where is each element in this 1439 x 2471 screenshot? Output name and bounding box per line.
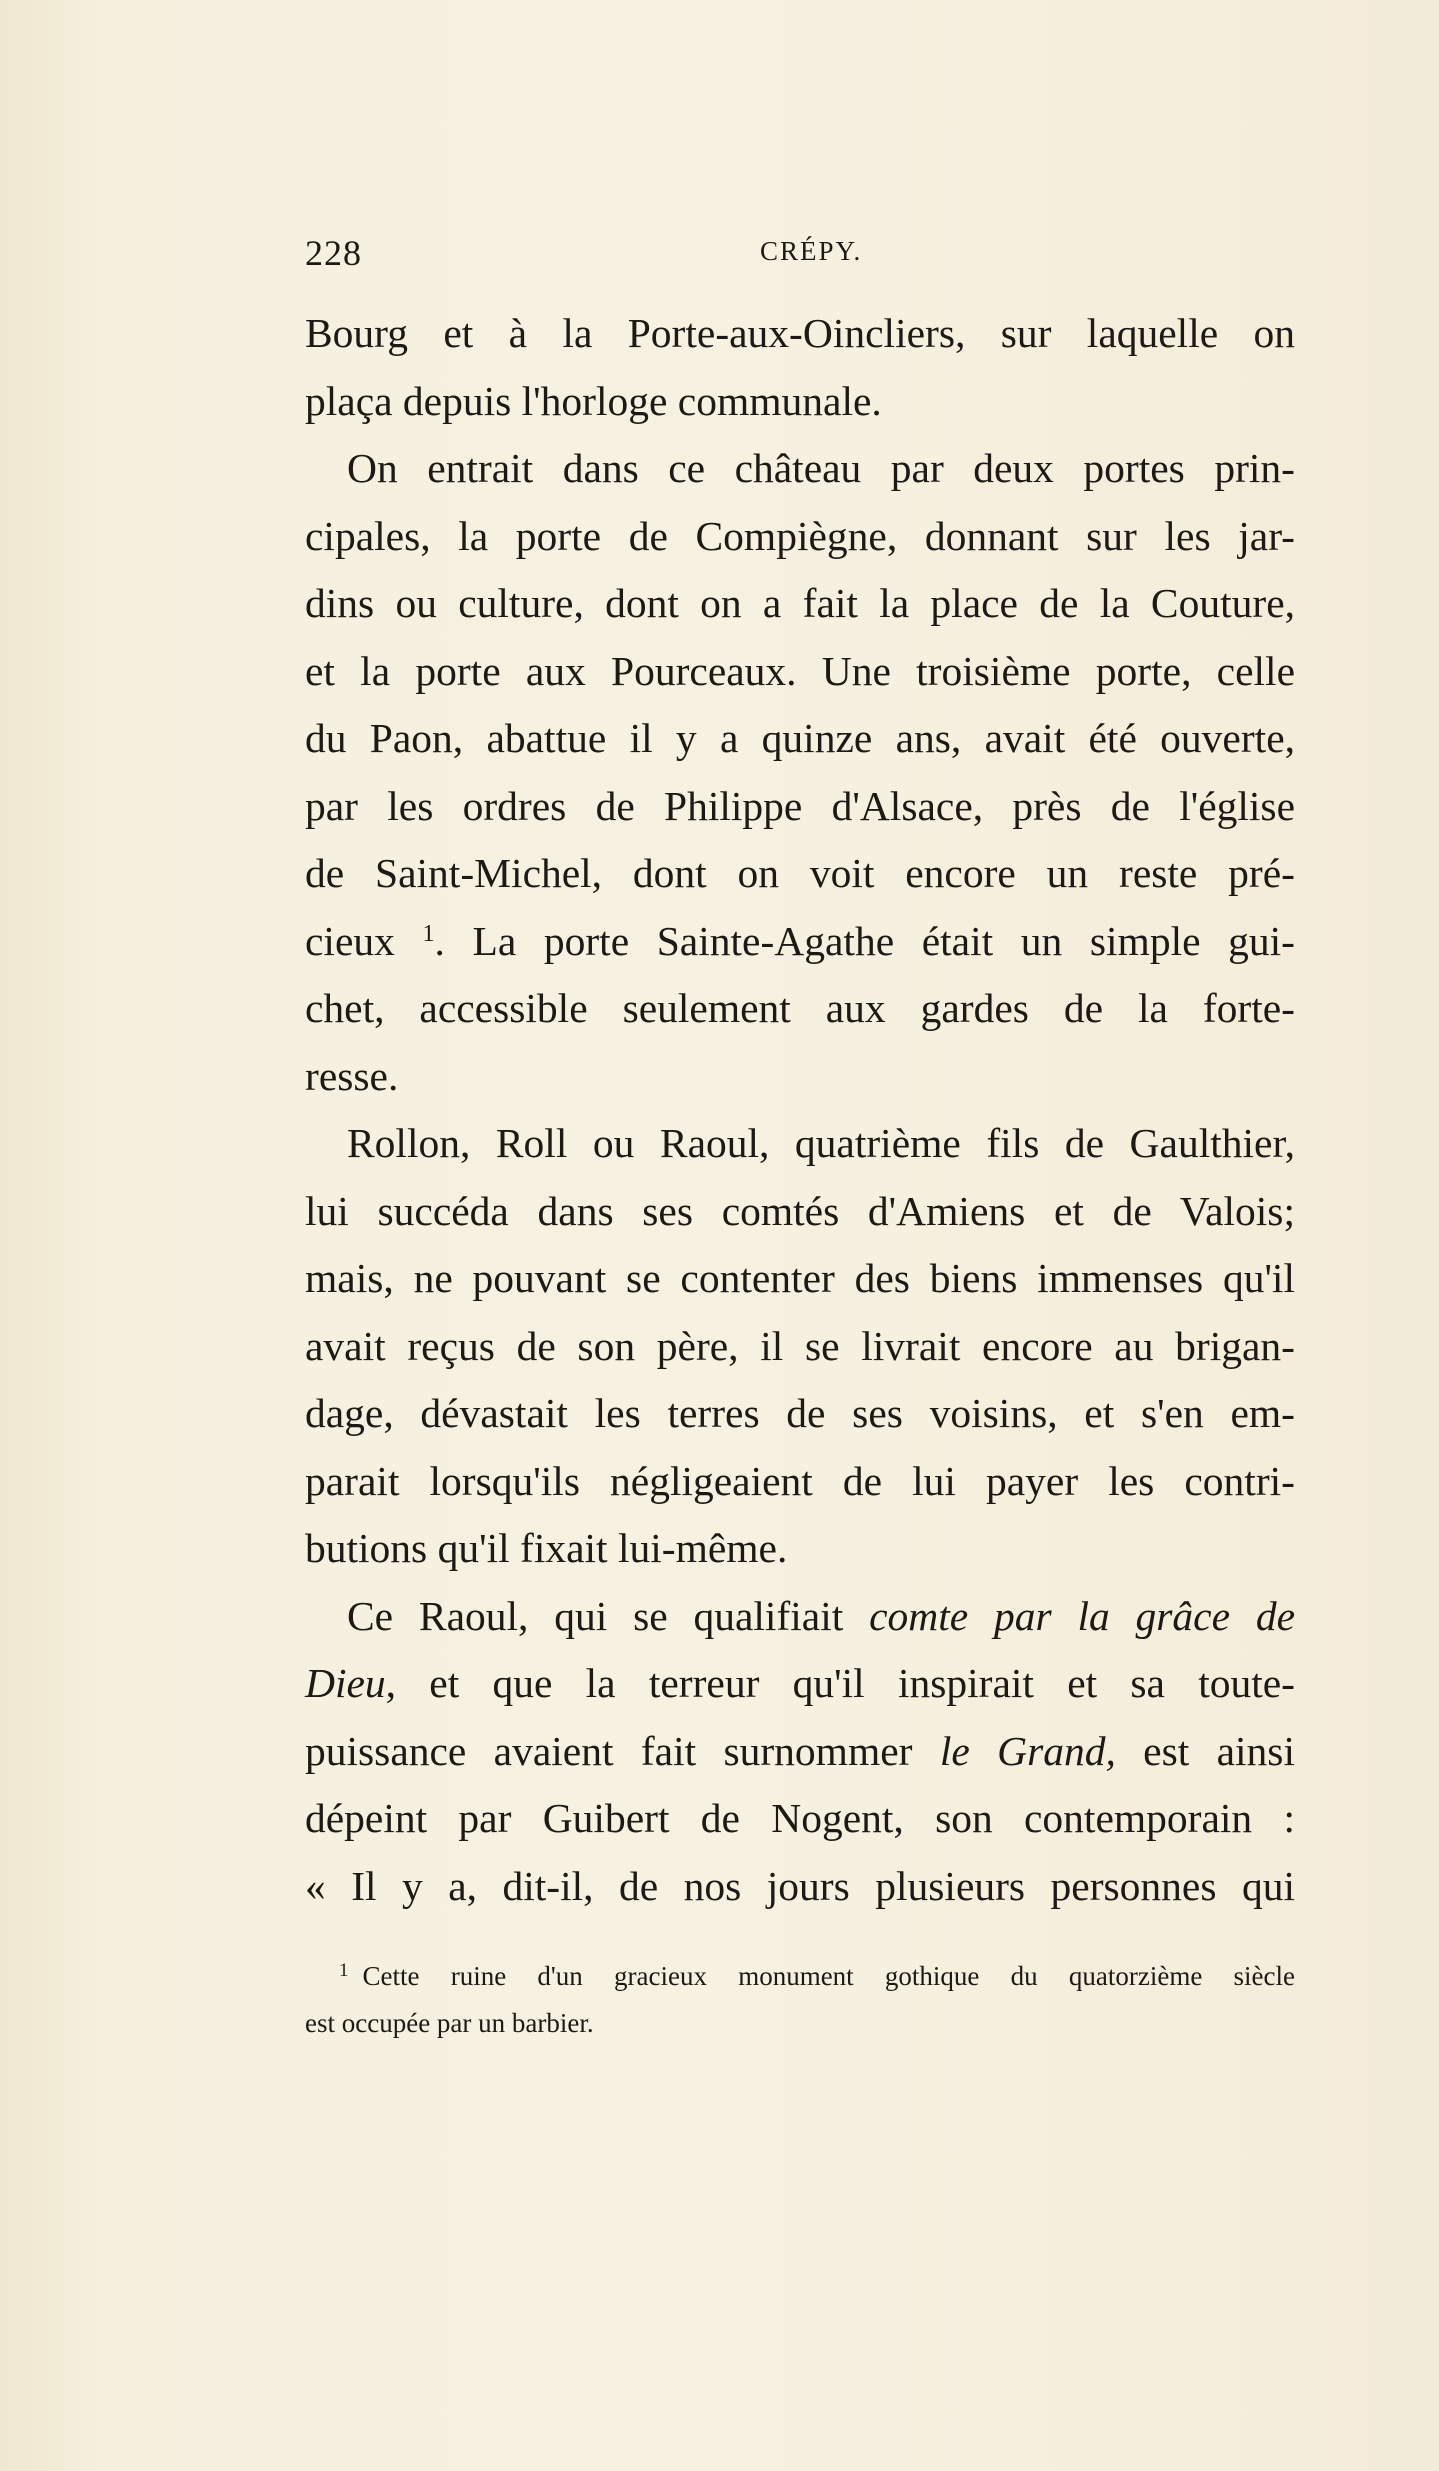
text-run: mais, ne pouvant se contenter des biens immenses qu'il — [305, 1255, 1295, 1301]
text-line — [305, 1650, 1295, 1718]
text-line — [305, 300, 1295, 368]
footnote-reference: 1 — [422, 920, 435, 947]
text-run: lui succéda dans ses comtés d'Amiens et de Valois; — [305, 1187, 1295, 1234]
text-line — [305, 1448, 1295, 1516]
text-line — [305, 1583, 1295, 1651]
footnote-line — [305, 1953, 1295, 2000]
text-line — [305, 773, 1295, 841]
text-run: Rollon, Roll ou Raoul, quatrième fils de Gaulthier, — [347, 1120, 1295, 1166]
text-run: est ainsi — [1115, 1727, 1295, 1774]
text-line — [305, 705, 1295, 773]
text-line — [305, 1178, 1295, 1246]
text-run: avait reçus de son père, il se livrait encore au brigan- — [305, 1322, 1295, 1369]
text-line — [305, 1853, 1295, 1921]
text-run: et la porte aux Pourceaux. Une troisième porte, celle — [305, 647, 1295, 694]
text-line — [305, 1515, 1295, 1583]
page-number: 228 — [305, 233, 362, 273]
text-run: chet, accessible seulement aux gardes de la forte- — [305, 985, 1295, 1031]
text-run: puissance avaient fait surnommer — [305, 1727, 940, 1774]
italic-text: le Grand, — [939, 1727, 1116, 1774]
text-run: cieux — [305, 917, 423, 964]
paragraph — [305, 1110, 1295, 1583]
text-run: dins ou culture, dont on a fait la place de la Couture, — [305, 580, 1295, 626]
text-line — [305, 1313, 1295, 1381]
text-line — [305, 570, 1295, 638]
text-line — [305, 1043, 1295, 1111]
paragraph — [305, 1583, 1295, 1921]
text-run: plaça depuis l'horloge communale. — [305, 377, 882, 424]
text-line — [305, 638, 1295, 706]
text-run: , et que la terreur qu'il inspirait et sa toute- — [385, 1660, 1295, 1706]
text-run: . La porte Sainte-Agathe était un simple gui- — [434, 917, 1295, 964]
text-line — [305, 1718, 1295, 1786]
text-run: cipales, la porte de Compiègne, donnant sur les jar- — [305, 512, 1295, 559]
text-run: Ce Raoul, qui se qualifiait — [347, 1592, 870, 1639]
text-run: dépeint par Guibert de Nogent, son contemporain : — [305, 1795, 1295, 1841]
text-run: butions qu'il fixait lui-même. — [305, 1525, 788, 1571]
text-line — [305, 1245, 1295, 1313]
text-run: de Saint-Michel, dont on voit encore un reste pré- — [305, 850, 1295, 896]
footnote — [305, 1953, 1295, 2047]
text-line — [305, 975, 1295, 1043]
footnote-number: 1 — [339, 1960, 349, 1981]
text-run: « Il y a, dit-il, de nos jours plusieurs personnes qui — [305, 1862, 1295, 1909]
footnote-line: est occupée par un barbier. — [305, 2008, 594, 2038]
footnote-text: Cette ruine d'un gracieux monument gothique du quatorzième siècle — [362, 1961, 1295, 1991]
text-line — [305, 1380, 1295, 1448]
text-line — [305, 908, 1295, 976]
paragraph — [305, 435, 1295, 1110]
text-run: dage, dévastait les terres de ses voisins, et s'en em- — [305, 1390, 1295, 1436]
text-line — [305, 503, 1295, 571]
text-line — [305, 1785, 1295, 1853]
text-run: du Paon, abattue il y a quinze ans, avait été ouverte, — [305, 715, 1295, 761]
text-line — [305, 435, 1295, 503]
text-run: parait lorsqu'ils négligeaient de lui payer les contri- — [305, 1457, 1295, 1504]
paragraph — [305, 300, 1295, 435]
italic-text: Dieu — [305, 1660, 386, 1706]
text-run: On entrait dans ce château par deux portes prin- — [347, 445, 1295, 491]
text-line — [305, 1110, 1295, 1178]
text-run: resse. — [305, 1052, 399, 1099]
italic-text: comte par la grâce de — [869, 1592, 1295, 1639]
text-run: par les ordres de Philippe d'Alsace, près de l'église — [305, 782, 1295, 829]
text-line — [305, 368, 1295, 436]
body-text — [305, 300, 1295, 1920]
running-head — [305, 232, 1295, 272]
text-line — [305, 840, 1295, 908]
text-run: Bourg et à la Porte-aux-Oincliers, sur laquelle on — [305, 310, 1295, 356]
running-title: CRÉPY. — [760, 236, 863, 266]
